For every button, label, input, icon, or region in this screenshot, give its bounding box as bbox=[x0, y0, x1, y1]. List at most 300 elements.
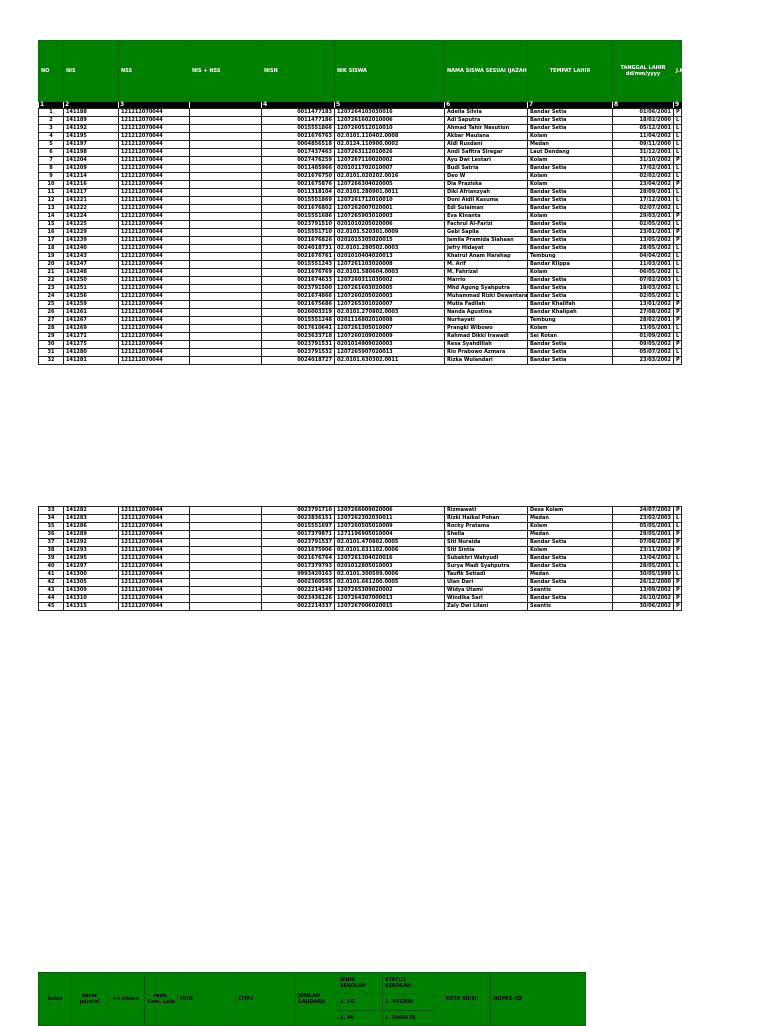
cita2-header: CITA2 bbox=[236, 973, 296, 1026]
cell-tanggal-lahir: 01/06/2001 bbox=[613, 109, 674, 117]
cell-nama: Ahmad Tahir Nasution bbox=[445, 125, 528, 133]
cell-no: 20 bbox=[39, 261, 64, 269]
cell-tempat-lahir: Medan bbox=[528, 141, 613, 149]
cell-jkel: L bbox=[674, 515, 682, 523]
cell-nama: Windika Sari bbox=[445, 595, 528, 603]
cell-nis-nss bbox=[190, 229, 262, 237]
cell-tempat-lahir: Kolam bbox=[528, 213, 613, 221]
cell-nik: 1207261305010007 bbox=[335, 325, 445, 333]
cell-no: 32 bbox=[39, 357, 64, 365]
cell-tempat-lahir: Bandar Setia bbox=[528, 197, 613, 205]
cell-tanggal-lahir: 13/01/2002 bbox=[613, 301, 674, 309]
cell-nama: Surya Madi Syahputra bbox=[445, 563, 528, 571]
table-row bbox=[39, 229, 682, 237]
table-row bbox=[39, 563, 682, 571]
cell-nisn: 0021674866 bbox=[262, 293, 335, 301]
cell-nss: 121212070044 bbox=[119, 181, 190, 189]
cell-nis: 141189 bbox=[64, 117, 119, 125]
cell-tanggal-lahir: 13/05/2001 bbox=[613, 325, 674, 333]
cell-jkel: L bbox=[674, 325, 682, 333]
cell-nis-nss bbox=[190, 341, 262, 349]
cell-nik: 0201015305020015 bbox=[335, 237, 445, 245]
cell-nama: Akbar Maulana bbox=[445, 133, 528, 141]
cell-nama: Rizka Wulandari bbox=[445, 357, 528, 365]
jumlah-saudara-header: JUMLAH SAUDARA bbox=[296, 973, 338, 1026]
cell-nis: 141269 bbox=[64, 325, 119, 333]
cell-tanggal-lahir: 18/03/2002 bbox=[613, 285, 674, 293]
cell-nik: 1207261712010010 bbox=[335, 197, 445, 205]
cell-tanggal-lahir: 24/07/2002 bbox=[613, 507, 674, 515]
cell-jkel: P bbox=[674, 595, 682, 603]
cell-tanggal-lahir: 11/04/2002 bbox=[613, 133, 674, 141]
cell-nik: 1207265907020013 bbox=[335, 349, 445, 357]
cell-tanggal-lahir: 28/05/2002 bbox=[613, 245, 674, 253]
cell-jkel: L bbox=[674, 563, 682, 571]
col-nis: NIS bbox=[64, 41, 119, 102]
cell-nik: 1207265301020007 bbox=[335, 301, 445, 309]
table-row bbox=[39, 603, 682, 611]
cell-tanggal-lahir: 07/08/2002 bbox=[613, 539, 674, 547]
table-row bbox=[39, 531, 682, 539]
cell-nis-nss bbox=[190, 555, 262, 563]
cell-nss: 121212070044 bbox=[119, 571, 190, 579]
cell-nik: 1207261304020016 bbox=[335, 555, 445, 563]
cell-tempat-lahir: Bandar Setia bbox=[528, 245, 613, 253]
cell-nis-nss bbox=[190, 125, 262, 133]
cell-tempat-lahir: Bandar Setia bbox=[528, 229, 613, 237]
cell-nis-nss bbox=[190, 587, 262, 595]
col-number: 6 bbox=[445, 102, 528, 109]
cell-nis: 141192 bbox=[64, 125, 119, 133]
cell-no: 44 bbox=[39, 595, 64, 603]
cell-nisn: 0015551866 bbox=[262, 125, 335, 133]
cell-nis-nss bbox=[190, 165, 262, 173]
cell-nis: 141293 bbox=[64, 547, 119, 555]
cell-nik: 1207260505010009 bbox=[335, 523, 445, 531]
cell-nis-nss bbox=[190, 157, 262, 165]
cell-nik: 1207263112010026 bbox=[335, 149, 445, 157]
cell-tanggal-lahir: 23/01/2001 bbox=[613, 229, 674, 237]
cell-nss: 121212070044 bbox=[119, 579, 190, 587]
cell-nss: 121212070044 bbox=[119, 523, 190, 531]
cell-nama: Dia Praziska bbox=[445, 181, 528, 189]
cell-nis: 141286 bbox=[64, 523, 119, 531]
cell-tempat-lahir: Kolam bbox=[528, 269, 613, 277]
cell-tempat-lahir: Kolam bbox=[528, 325, 613, 333]
cell-jkel: L bbox=[674, 523, 682, 531]
table-row bbox=[39, 117, 682, 125]
cell-tempat-lahir: Kolam bbox=[528, 181, 613, 189]
cell-no: 11 bbox=[39, 189, 64, 197]
cell-nis-nss bbox=[190, 325, 262, 333]
cell-jkel: P bbox=[674, 603, 682, 611]
cell-tempat-lahir: Bandar Setia bbox=[528, 205, 613, 213]
cell-nik: 1271196905010004 bbox=[335, 531, 445, 539]
cell-no: 30 bbox=[39, 341, 64, 349]
cell-nisn: 0023791531 bbox=[262, 341, 335, 349]
cell-nis: 141195 bbox=[64, 133, 119, 141]
cell-nis: 141259 bbox=[64, 301, 119, 309]
cell-nis: 141315 bbox=[64, 603, 119, 611]
cell-tempat-lahir: Bandar Setia bbox=[528, 125, 613, 133]
cell-tempat-lahir: Seantis bbox=[528, 587, 613, 595]
col-nis-nss: NIS + NSS bbox=[190, 41, 262, 102]
cell-no: 18 bbox=[39, 245, 64, 253]
table-row bbox=[39, 261, 682, 269]
cell-no: 12 bbox=[39, 197, 64, 205]
cell-nama: Gebi Sapila bbox=[445, 229, 528, 237]
cell-nis-nss bbox=[190, 595, 262, 603]
cell-nama: Fachrul Al-Farizi bbox=[445, 221, 528, 229]
cell-nik: 1207260311030002 bbox=[335, 277, 445, 285]
cell-nik: 1207266304020005 bbox=[335, 181, 445, 189]
cell-nik: 0201011702010007 bbox=[335, 165, 445, 173]
cell-nisn: 0021676769 bbox=[262, 269, 335, 277]
cell-nis-nss bbox=[190, 301, 262, 309]
table-row bbox=[39, 285, 682, 293]
cell-jkel: P bbox=[674, 531, 682, 539]
cell-nis: 141240 bbox=[64, 245, 119, 253]
cell-nik: 02.0101.661200.0005 bbox=[335, 579, 445, 587]
cell-nik: 0201116802010008 bbox=[335, 317, 445, 325]
cell-tanggal-lahir: 30/06/2002 bbox=[613, 603, 674, 611]
cell-tempat-lahir: Laut Dendang bbox=[528, 149, 613, 157]
cell-nisn: 0017437463 bbox=[262, 149, 335, 157]
cell-nama: Diki Afrianzyah bbox=[445, 189, 528, 197]
cell-nama: Eva Kinanta bbox=[445, 213, 528, 221]
cell-jkel: P bbox=[674, 157, 682, 165]
cell-no: 7 bbox=[39, 157, 64, 165]
cell-no: 23 bbox=[39, 285, 64, 293]
cell-tempat-lahir: Kolam bbox=[528, 523, 613, 531]
cell-nis-nss bbox=[190, 563, 262, 571]
cell-no: 2 bbox=[39, 117, 64, 125]
col-nss: NSS bbox=[119, 41, 190, 102]
cell-tempat-lahir: Bandar Setia bbox=[528, 109, 613, 117]
cell-no: 35 bbox=[39, 523, 64, 531]
table-row bbox=[39, 325, 682, 333]
table-row bbox=[39, 357, 682, 365]
cell-tempat-lahir: Bandar Setia bbox=[528, 539, 613, 547]
cell-no: 4 bbox=[39, 133, 64, 141]
cell-nis: 141204 bbox=[64, 157, 119, 165]
table-row bbox=[39, 141, 682, 149]
cell-nis: 141209 bbox=[64, 165, 119, 173]
cell-nis-nss bbox=[190, 269, 262, 277]
cell-no: 25 bbox=[39, 301, 64, 309]
cell-jkel: L bbox=[674, 197, 682, 205]
cell-nss: 121212070044 bbox=[119, 261, 190, 269]
cell-nis: 141280 bbox=[64, 349, 119, 357]
cell-nik: 1207267006020015 bbox=[335, 603, 445, 611]
cell-jkel: L bbox=[674, 293, 682, 301]
cell-nisn: 0021675876 bbox=[262, 181, 335, 189]
no-absen-header: no.absen bbox=[108, 973, 145, 1026]
table-row bbox=[39, 149, 682, 157]
cell-jkel: P bbox=[674, 587, 682, 595]
col-number: 9 bbox=[674, 102, 682, 109]
cell-no: 1 bbox=[39, 109, 64, 117]
cell-no: 6 bbox=[39, 149, 64, 157]
cell-no: 28 bbox=[39, 325, 64, 333]
hobi-header: HOBI bbox=[178, 973, 236, 1026]
cell-nis-nss bbox=[190, 213, 262, 221]
table-row bbox=[39, 189, 682, 197]
cell-jkel: P bbox=[674, 357, 682, 365]
cell-nss: 121212070044 bbox=[119, 133, 190, 141]
cell-nis-nss bbox=[190, 245, 262, 253]
cell-no: 24 bbox=[39, 293, 64, 301]
cell-nisn: 0021676764 bbox=[262, 555, 335, 563]
table-row bbox=[39, 349, 682, 357]
table-row bbox=[39, 157, 682, 165]
cell-nama: Nanda Agustina bbox=[445, 309, 528, 317]
cell-nss: 121212070044 bbox=[119, 117, 190, 125]
cell-no: 31 bbox=[39, 349, 64, 357]
cell-no: 5 bbox=[39, 141, 64, 149]
col-number: 2 bbox=[64, 102, 119, 109]
cell-nik: 02.0124.110900.0002 bbox=[335, 141, 445, 149]
cell-nis: 141282 bbox=[64, 507, 119, 515]
cell-tempat-lahir: Bandar Setia bbox=[528, 285, 613, 293]
cell-nik: 0201014909020003 bbox=[335, 341, 445, 349]
cell-nama: Nurhayati bbox=[445, 317, 528, 325]
cell-nss: 121212070044 bbox=[119, 293, 190, 301]
cell-nik: 1207265309020002 bbox=[335, 587, 445, 595]
status-sekolah-header: STATUS SEKOLAH bbox=[383, 973, 434, 994]
cell-nama: M. Arif bbox=[445, 261, 528, 269]
cell-nis: 141217 bbox=[64, 189, 119, 197]
cell-no: 15 bbox=[39, 221, 64, 229]
cell-nss: 121212070044 bbox=[119, 149, 190, 157]
cell-jkel: L bbox=[674, 205, 682, 213]
cell-nama: Rahmad Dikki Irawadi bbox=[445, 333, 528, 341]
cell-nama: Aldi Rusdani bbox=[445, 141, 528, 149]
cell-nik: 1207265903010003 bbox=[335, 213, 445, 221]
cell-jkel: P bbox=[674, 539, 682, 547]
cell-nss: 121212070044 bbox=[119, 173, 190, 181]
cell-nik: 02.0101.580604.0003 bbox=[335, 269, 445, 277]
cell-tanggal-lahir: 26/12/2000 bbox=[613, 579, 674, 587]
cell-nisn: 0024018727 bbox=[262, 357, 335, 365]
cell-tanggal-lahir: 23/02/2003 bbox=[613, 515, 674, 523]
col-nik: NIK SISWA bbox=[335, 41, 445, 102]
cell-tempat-lahir: Bandar Setia bbox=[528, 165, 613, 173]
table-row bbox=[39, 309, 682, 317]
cell-tanggal-lahir: 06/05/2002 bbox=[613, 269, 674, 277]
cell-nss: 121212070044 bbox=[119, 253, 190, 261]
cell-nis-nss bbox=[190, 109, 262, 117]
cell-nss: 121212070044 bbox=[119, 515, 190, 523]
table-row bbox=[39, 555, 682, 563]
cell-nis: 141216 bbox=[64, 181, 119, 189]
cell-nis: 141239 bbox=[64, 237, 119, 245]
cell-no: 17 bbox=[39, 237, 64, 245]
cell-nis: 141261 bbox=[64, 309, 119, 317]
table-row bbox=[39, 547, 682, 555]
cell-no: 29 bbox=[39, 333, 64, 341]
cell-nama: Rizmawati bbox=[445, 507, 528, 515]
cell-tanggal-lahir: 09/11/2000 bbox=[613, 141, 674, 149]
cell-nisn: 0023836151 bbox=[262, 515, 335, 523]
kota-sdmi-header: KOTA SD/MI bbox=[434, 973, 491, 1026]
cell-nisn: 0011485966 bbox=[262, 165, 335, 173]
cell-nisn: 0015551869 bbox=[262, 197, 335, 205]
cell-no: 10 bbox=[39, 181, 64, 189]
cell-no: 39 bbox=[39, 555, 64, 563]
cell-nis-nss bbox=[190, 181, 262, 189]
cell-nis: 141267 bbox=[64, 317, 119, 325]
cell-no: 21 bbox=[39, 269, 64, 277]
cell-jkel: L bbox=[674, 173, 682, 181]
table-row bbox=[39, 165, 682, 173]
cell-nis: 141197 bbox=[64, 141, 119, 149]
col-nama: NAMA SISWA SESUAI IJAZAH bbox=[445, 41, 528, 102]
cell-nis: 141251 bbox=[64, 285, 119, 293]
status-negeri: 1. NEGERI bbox=[383, 994, 434, 1011]
cell-nik: 02.0101.020202.0016 bbox=[335, 173, 445, 181]
cell-tanggal-lahir: 31/10/2002 bbox=[613, 157, 674, 165]
cell-nama: Adella Silvia bbox=[445, 109, 528, 117]
cell-no: 45 bbox=[39, 603, 64, 611]
cell-nisn: 0022214337 bbox=[262, 603, 335, 611]
cell-tanggal-lahir: 26/10/2002 bbox=[613, 595, 674, 603]
cell-no: 9 bbox=[39, 173, 64, 181]
table-row bbox=[39, 571, 682, 579]
table-row bbox=[39, 587, 682, 595]
table-row bbox=[39, 109, 682, 117]
cell-nss: 121212070044 bbox=[119, 141, 190, 149]
cell-nisn: 0023791710 bbox=[262, 507, 335, 515]
table-row bbox=[39, 205, 682, 213]
cell-jkel: L bbox=[674, 555, 682, 563]
cell-nis: 141222 bbox=[64, 205, 119, 213]
cell-tanggal-lahir: 13/05/2002 bbox=[613, 237, 674, 245]
table-row bbox=[39, 293, 682, 301]
cell-nik: 02.0101.470802.0005 bbox=[335, 539, 445, 547]
cell-nis: 141292 bbox=[64, 539, 119, 547]
cell-no: 22 bbox=[39, 277, 64, 285]
cell-nama: Siti Sintia bbox=[445, 547, 528, 555]
cell-tanggal-lahir: 02/02/2002 bbox=[613, 173, 674, 181]
cell-tanggal-lahir: 04/04/2002 bbox=[613, 253, 674, 261]
cell-nis-nss bbox=[190, 579, 262, 587]
cell-nss: 121212070044 bbox=[119, 531, 190, 539]
cell-tempat-lahir: Kolam bbox=[528, 547, 613, 555]
cell-tanggal-lahir: 17/12/2001 bbox=[613, 197, 674, 205]
cell-nss: 121212070044 bbox=[119, 125, 190, 133]
cell-nisn: 0015551710 bbox=[262, 229, 335, 237]
table-row bbox=[39, 125, 682, 133]
cell-nama: Shella bbox=[445, 531, 528, 539]
cell-nama: Andi Safitra Siregar bbox=[445, 149, 528, 157]
table-row bbox=[39, 213, 682, 221]
cell-nss: 121212070044 bbox=[119, 547, 190, 555]
cell-nis-nss bbox=[190, 507, 262, 515]
cell-no: 19 bbox=[39, 253, 64, 261]
cell-nis-nss bbox=[190, 309, 262, 317]
cell-tempat-lahir: Tembung bbox=[528, 253, 613, 261]
cell-nss: 121212070044 bbox=[119, 157, 190, 165]
cell-tempat-lahir: Medan bbox=[528, 571, 613, 579]
cell-jkel: L bbox=[674, 269, 682, 277]
table-row bbox=[39, 341, 682, 349]
cell-nik: 1207267110020002 bbox=[335, 157, 445, 165]
cell-nss: 121212070044 bbox=[119, 189, 190, 197]
cell-nis: 141271 bbox=[64, 333, 119, 341]
cell-nis: 141214 bbox=[64, 173, 119, 181]
cell-no: 37 bbox=[39, 539, 64, 547]
cell-nss: 121212070044 bbox=[119, 333, 190, 341]
cell-nis: 141300 bbox=[64, 571, 119, 579]
cell-nis-nss bbox=[190, 141, 262, 149]
table-row bbox=[39, 221, 682, 229]
cell-no: 27 bbox=[39, 317, 64, 325]
cell-jkel: L bbox=[674, 261, 682, 269]
cell-nisn: 0023436126 bbox=[262, 595, 335, 603]
cell-nis: 141289 bbox=[64, 531, 119, 539]
cell-nisn: 0021674633 bbox=[262, 277, 335, 285]
cell-jkel: L bbox=[674, 165, 682, 173]
cell-nis: 141248 bbox=[64, 269, 119, 277]
table-row bbox=[39, 197, 682, 205]
cell-nis: 141295 bbox=[64, 555, 119, 563]
cell-jkel: L bbox=[674, 245, 682, 253]
table-row bbox=[39, 523, 682, 531]
cell-nisn: 0021676763 bbox=[262, 133, 335, 141]
cell-tanggal-lahir: 02/07/2002 bbox=[613, 205, 674, 213]
cell-nama: M. Fahrizal bbox=[445, 269, 528, 277]
cell-no: 36 bbox=[39, 531, 64, 539]
cell-nis-nss bbox=[190, 293, 262, 301]
cell-nisn: 0011318104 bbox=[262, 189, 335, 197]
cell-nisn: 0015551686 bbox=[262, 213, 335, 221]
cell-nss: 121212070044 bbox=[119, 301, 190, 309]
cell-nss: 121212070044 bbox=[119, 555, 190, 563]
cell-nisn: 0023633718 bbox=[262, 333, 335, 341]
cell-nis: 141229 bbox=[64, 229, 119, 237]
cell-jkel: L bbox=[674, 133, 682, 141]
cell-tempat-lahir: Tembung bbox=[528, 317, 613, 325]
cell-tanggal-lahir: 29/05/2001 bbox=[613, 531, 674, 539]
cell-nss: 121212070044 bbox=[119, 197, 190, 205]
jenis-sd: 1. SD bbox=[338, 994, 383, 1011]
cell-nisn: 0021675686 bbox=[262, 301, 335, 309]
cell-nik: 1207262007020001 bbox=[335, 205, 445, 213]
cell-nis-nss bbox=[190, 277, 262, 285]
cell-no: 26 bbox=[39, 309, 64, 317]
col-number: 3 bbox=[119, 102, 190, 109]
cell-tanggal-lahir: 05/05/2001 bbox=[613, 523, 674, 531]
cell-nss: 121212070044 bbox=[119, 221, 190, 229]
cell-jkel: P bbox=[674, 109, 682, 117]
table-row bbox=[39, 333, 682, 341]
cell-nama: Subakhri Wahyudi bbox=[445, 555, 528, 563]
cell-nss: 121212070044 bbox=[119, 309, 190, 317]
cell-nisn: 9993420163 bbox=[262, 571, 335, 579]
cell-nss: 121212070044 bbox=[119, 539, 190, 547]
cell-nis-nss bbox=[190, 317, 262, 325]
cell-tanggal-lahir: 29/03/2001 bbox=[613, 213, 674, 221]
cell-jkel: L bbox=[674, 189, 682, 197]
cell-tempat-lahir: Sei Rotan bbox=[528, 333, 613, 341]
cell-nis-nss bbox=[190, 547, 262, 555]
cell-tanggal-lahir: 01/09/2002 bbox=[613, 333, 674, 341]
cell-nisn: 0015551248 bbox=[262, 317, 335, 325]
cell-nama: Rocky Pratama bbox=[445, 523, 528, 531]
cell-nik: 1207262302030011 bbox=[335, 515, 445, 523]
cell-nis: 141247 bbox=[64, 261, 119, 269]
